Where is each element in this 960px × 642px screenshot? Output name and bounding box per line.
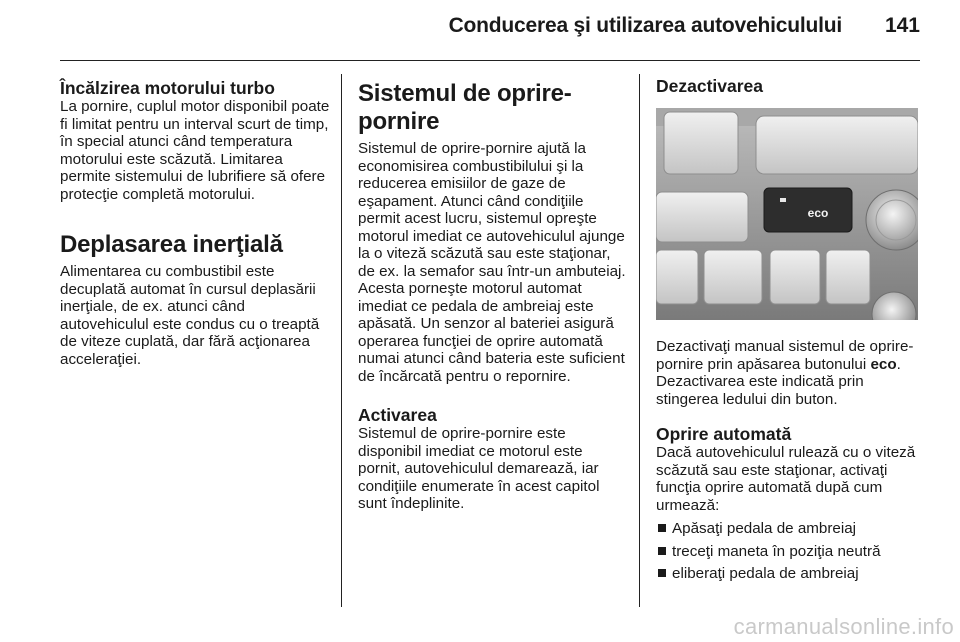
bullet-square-icon — [658, 547, 666, 555]
header-rule — [60, 60, 920, 61]
activation-heading: Activarea — [358, 405, 437, 425]
page-header — [0, 0, 960, 60]
column-middle — [358, 80, 626, 513]
chapter-title: Conducerea şi utilizarea autovehiculului — [448, 14, 842, 37]
coasting-paragraph: Alimentarea cu combustibil este decuplată automat în cursul deplasării inerţiale, de ex. atunci când autovehiculul este condus cu o treaptă de viteze cuplată, dar fără acţionarea acceleraţiei. — [60, 263, 320, 368]
page-number: 141 — [884, 14, 920, 37]
activation-paragraph: Sistemul de oprire-pornire este disponibil imediat ce motorul este pornit, autovehiculul demarează, iar condiţiile enumerate în acest capitol sunt îndeplinite. — [358, 425, 600, 512]
autostop-steps — [656, 520, 926, 583]
watermark: carmanualsonline.info — [733, 614, 954, 639]
turbo-paragraph: La pornire, cuplul motor disponibil poate fi limitat pentru un interval scurt de timp, în special atunci când temperatura motorului este scăzută. Limitarea permite sistemului de lubrifiere să ofere protecţie completă motorului. — [60, 98, 330, 203]
column-divider-2 — [639, 74, 640, 607]
stop-start-heading: Sistemul de oprire-pornire — [358, 80, 572, 135]
column-left — [60, 78, 330, 368]
bullet-square-icon — [658, 524, 666, 532]
list-item: treceţi maneta în poziţia neutră — [656, 543, 926, 561]
coasting-heading: Deplasarea inerţială — [60, 231, 283, 258]
column-divider-1 — [341, 74, 342, 607]
deactivation-heading: Dezactivarea — [656, 76, 764, 96]
list-item: Apăsaţi pedala de ambreiaj — [656, 520, 926, 538]
deactivation-paragraph: Dezactivaţi manual sistemul de oprire-pornire prin apăsarea butonului eco. Dezactivarea este indicată prin stingerea ledului din buton. — [656, 338, 914, 408]
turbo-heading: Încălzirea motorului turbo — [60, 78, 275, 98]
eco-button-label: eco — [807, 206, 829, 220]
autostop-heading: Oprire automată — [656, 424, 792, 444]
bullet-square-icon — [658, 569, 666, 577]
autostop-paragraph: Dacă autovehiculul rulează cu o viteză scăzută sau este staţionar, activaţi funcţia oprire automată după cum urmează: — [656, 444, 916, 514]
stop-start-paragraph: Sistemul de oprire-pornire ajută la economisirea combustibilului şi la reducerea emisiilor de gaze de eşapament. Atunci când condiţiile permit acest lucru, sistemul opreşte motorul imediat ce autovehiculul ajunge la o viteză scăzută sau este staţionar, de ex. la semafor sau într-un ambuteiaj. Acesta porneşte motorul automat imediat ce pedala de ambreiaj este apăsată. Un senzor al bateriei asigură operarea funcţiei de oprire automată numai atunci când bateria este suficient de încărcată pentru o repornire. — [358, 140, 626, 385]
eco-button-reference: eco — [870, 355, 897, 373]
eco-led-icon — [780, 198, 786, 202]
list-item: eliberaţi pedala de ambreiaj — [656, 565, 926, 583]
eco-button-photo — [656, 108, 918, 320]
column-right — [656, 76, 926, 588]
